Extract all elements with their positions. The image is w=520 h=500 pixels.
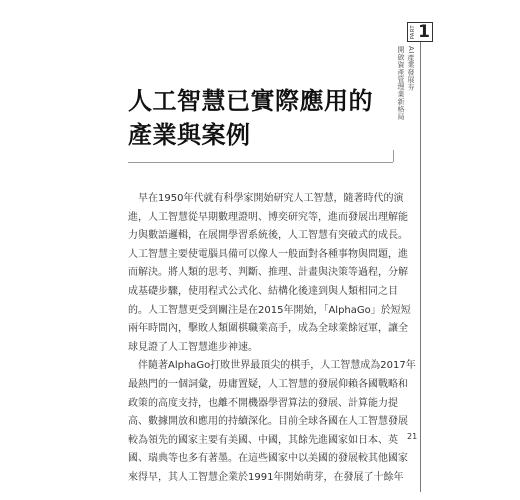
body-line: 兩年時間內，擊敗人類圍棋職業高手，成為全球業餘冠軍，讓全 <box>128 323 408 335</box>
body-line: 政策的高度支持，也離不開機器學習算法的發展、計算能力提 <box>128 397 398 409</box>
body-line: 伴隨著AlphaGo打敗世界最頂尖的棋手，人工智慧成為2017年 <box>128 360 416 372</box>
sidebar-divider <box>420 42 421 492</box>
body-line: 成基礎步驟，使用程式公式化、結構化後達到與人類相同之目 <box>128 285 398 297</box>
body-line: 的。人工智慧更受到關注是在2015年開始，「AlphaGo」於短短 <box>128 304 411 316</box>
body-line: 人工智慧主要使電腦具備可以像人一般面對各種事物與問題，進 <box>128 248 408 260</box>
chapter-title-line-2: 產業與案例 <box>128 121 251 149</box>
body-line: 早在1950年代就有科學家開始研究人工智慧，隨著時代的演 <box>128 193 404 204</box>
sidebar-section-title-1: AI產業發展夯 <box>407 46 415 91</box>
body-line: 球見證了人工智慧進步神速。 <box>128 341 258 353</box>
part-tab <box>407 22 433 42</box>
chapter-title <box>128 84 373 152</box>
body-line: 進，人工智慧從早期數理證明、博奕研究等，進而發展出理解能 <box>128 211 408 223</box>
body-line: 最熱門的一個詞彙，毋庸置疑，人工智慧的發展仰賴各國戰略和 <box>128 378 408 390</box>
title-corner-tick <box>393 150 394 162</box>
part-label: PART <box>410 24 417 40</box>
body-line: 高、數據開放和應用的持續深化。目前全球各國在人工智慧發展 <box>128 416 408 428</box>
part-number: 1 <box>418 21 430 42</box>
body-line: 來得早，其人工智慧企業於1991年開始萌芽，在發展了十餘年 <box>128 471 404 483</box>
sidebar-section-title-2: 開啟資產管理業新格局 <box>397 46 405 120</box>
body-line: 而解決。將人類的思考、判斷、推理、計畫與決策等過程，分解 <box>128 267 408 279</box>
body-line: 較為領先的國家主要有美國、中國，其餘先進國家如日本、英 <box>128 434 398 446</box>
body-line: 力與數語邏輯，在展開學習系統後，人工智慧有突破式的成長。 <box>128 230 408 242</box>
chapter-title-line-1: 人工智慧已實際應用的 <box>128 87 373 115</box>
body-line: 國、瑞典等也多有著墨。在這些國家中以美國的發展較其他國家 <box>128 453 408 465</box>
page-number: 21 <box>407 432 418 441</box>
title-underline <box>128 162 393 163</box>
